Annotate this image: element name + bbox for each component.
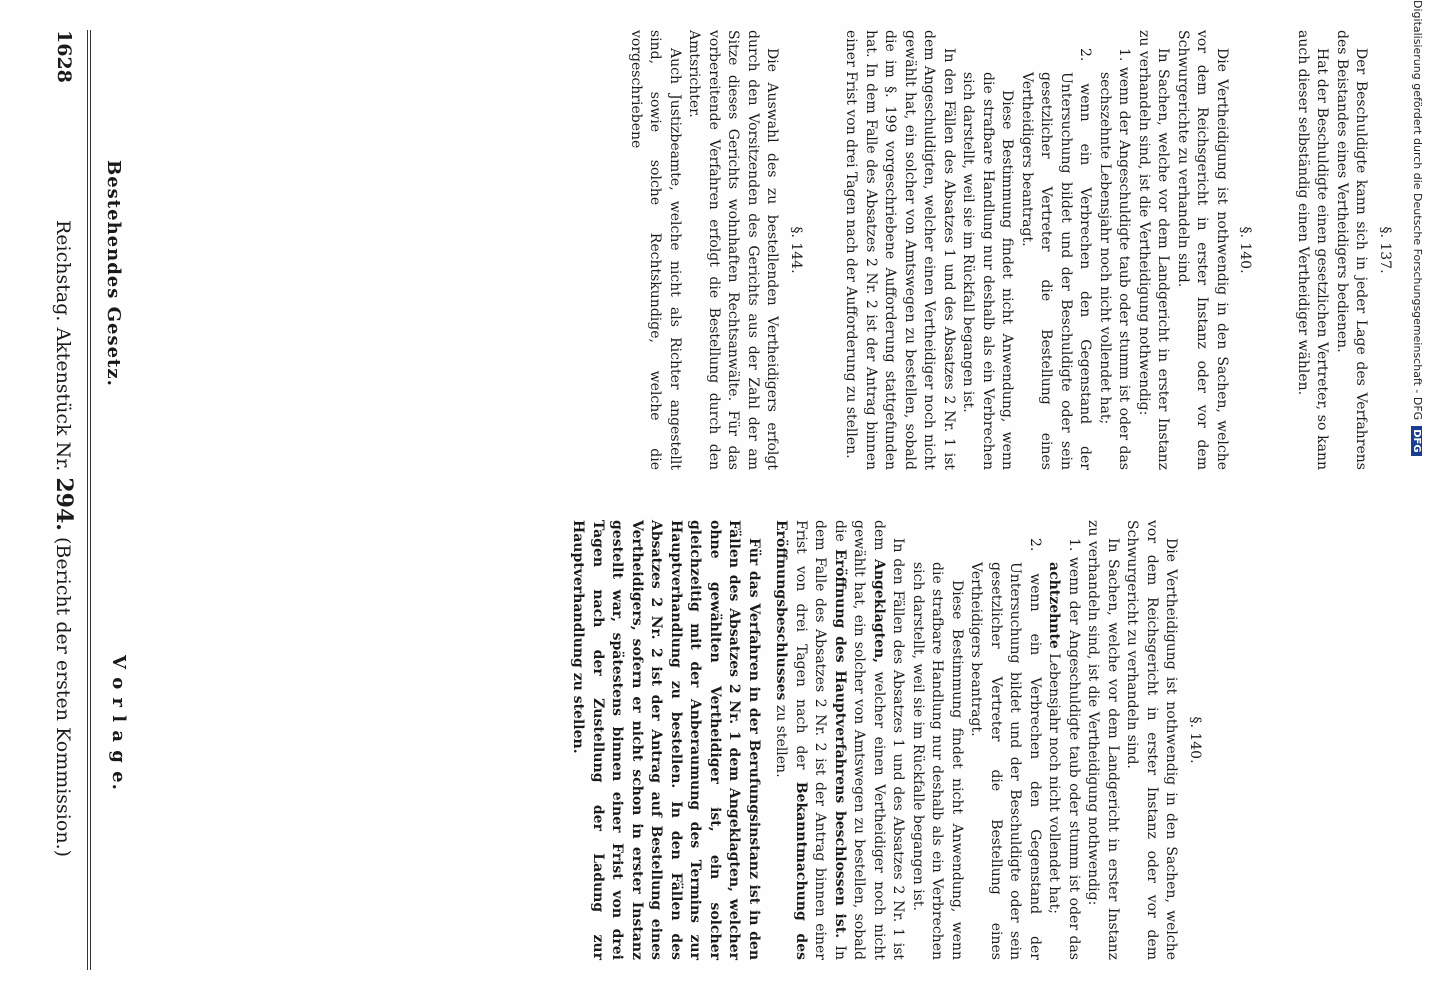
list-item: 1. wenn der Angeschuldigte taub oder stumm ist oder das sechszehnte Lebensjahr noch nicht vollendet hat; xyxy=(1097,48,1133,470)
paragraph: Diese Bestimmung findet nicht Anwendung, wenn die strafbare Handlung nur deshalb als ein Verbrechen sich darstellt, weil sie im Rückfalle begangen ist. xyxy=(910,562,965,960)
paragraph: Auch Justizbeamte, welche nicht als Richter angestellt sind, sowie solche Rechtskundige, welche die vorgeschriebene xyxy=(628,30,683,470)
section-title: §. 137. xyxy=(1377,226,1393,274)
paragraph: In Sachen, welche vor dem Landgericht in erster Instanz zu verhandeln sind, ist die Vertheidigung nothwendig: xyxy=(1136,30,1172,470)
paragraph-bold: Für das Verfahren in der Berufungsinstanz ist in den Fällen des Absatzes 2 Nr. 1 dem Angeklagten, welcher ohne gewählten Vertheidiger ist, ein solcher gleichzeitig mit der Anberaumung des Termins zur Hauptverhandlung zu bestellen. In den Fällen des Absatzes 2 Nr. 2 ist der Antrag auf Bestellung eines Vertheidigers, sofern er nicht schon in erster Instanz gestellt war, spätestens binnen einer Frist von drei Tagen nach der Zustellung der Ladung zur Hauptverhandlung zu stellen. xyxy=(570,520,762,960)
bold-run: achtzehnte xyxy=(1046,562,1063,649)
text-run: zu stellen. xyxy=(773,704,790,778)
dfg-logo: DFG xyxy=(1411,426,1422,455)
paragraph: Diese Bestimmung findet nicht Anwendung, wenn die strafbare Handlung nur deshalb als ein Verbrechen sich darstellt, weil sie im Rückfall begangen ist. xyxy=(960,72,1016,470)
bold-run: Bekanntmachung des Eröffnungsbeschlusses xyxy=(773,520,809,960)
paragraph: Die Vertheidigung ist nothwendig in den Sachen, welche vor dem Reichsgericht in erster Instanz oder vor dem Schwurgerichte zu verhandeln sind. xyxy=(1175,30,1230,470)
paragraph: Die Vertheidigung ist nothwendig in den Sachen, welche vor dem Reichsgericht in erster Instanz oder vor dem Schwurgericht zu verhandeln sind. xyxy=(1124,520,1180,960)
section-title: §. 140. xyxy=(1187,716,1203,764)
text-run: In den Fällen des Absatzes 1 und des Absatzes 2 Nr. 1 ist dem xyxy=(871,520,907,960)
list-item xyxy=(1044,538,1083,960)
page-number: 1628 xyxy=(53,30,75,83)
bold-run: Eröffnung des Hauptverfahrens beschlossen ist. xyxy=(832,549,848,939)
list-item: 2. wenn ein Verbrechen den Gegenstand der Untersuchung bildet und der Beschuldigte oder sein gesetzlicher Vertreter die Bestellung eines Vertheidigers beantragt. xyxy=(1019,48,1094,470)
bold-run: Angeklagten, xyxy=(871,559,887,664)
header-rule xyxy=(90,30,91,970)
text-run: In dem Falle des Absatzes 2 Nr. 2 ist der Antrag binnen einer Frist von drei Tagen nach der xyxy=(793,520,848,960)
right-column xyxy=(568,520,1204,960)
section-title: §. 140. xyxy=(1237,226,1254,274)
header-left: Reichstag. Aktenstück Nr. xyxy=(52,220,74,472)
paragraph: In Sachen, welche vor dem Landgericht in erster Instanz zu verhandeln sind, ist die Vertheidigung nothwendig: xyxy=(1085,520,1121,960)
paragraph: Der Beschuldigte kann sich in jeder Lage des Verfahrens des Beistandes eines Vertheidigers bedienen. xyxy=(1334,30,1370,470)
left-column-heading: Bestehendes Gesetz. xyxy=(103,160,124,387)
page-header xyxy=(49,30,79,950)
text-run: welcher einen Vertheidiger noch nicht gewählt hat, ein solcher von Amtswegen zu bestellen, sobald die xyxy=(832,520,887,960)
text-run: 1. wenn der Angeschuldigte taub oder stumm ist oder das xyxy=(1066,538,1082,960)
paragraph: Hat der Beschuldigte einen gesetzlichen Vertreter, so kann auch dieser selbständig einen Vertheidiger wählen. xyxy=(1295,30,1331,470)
paragraph: In den Fällen des Absatzes 1 und des Absatzes 2 Nr. 1 ist dem Angeschuldigten, welcher einen Vertheidiger noch nicht gewählt hat, ein solcher von Amtswegen zu bestellen, sobald die im §. 199 vorgeschriebene Aufforderung stattgefunden hat. In dem Falle des Absatzes 2 Nr. 2 ist der Antrag binnen einer Frist von drei Tagen nach der Aufforderung zu stellen. xyxy=(843,30,957,470)
header-rule-double xyxy=(87,30,88,970)
left-column xyxy=(626,30,1395,470)
header-right: (Bericht der ersten Kommission.) xyxy=(52,536,74,858)
dfg-note-text: Digitalisierung gefördert durch die Deutsche Forschungsgemeinschaft - DFG xyxy=(1411,0,1424,421)
list-item: 2. wenn ein Verbrechen den Gegenstand der Untersuchung bildet und der Beschuldigte oder sein gesetzlicher Vertreter die Bestellung eines Vertheidigers beantragt. xyxy=(968,538,1043,960)
header-number: 294. xyxy=(51,477,77,531)
paragraph: Die Auswahl des zu bestellenden Vertheidigers erfolgt durch den Vorsitzenden des Gerichts aus der Zahl der am Sitze dieses Gerichts wohnhaften Rechtsanwälte. Für das vorbereitende Verfahren erfolgt die Bestellung durch den Amtsrichter. xyxy=(686,30,781,470)
dfg-note xyxy=(1411,0,1424,456)
paragraph xyxy=(771,520,908,960)
section-title: §. 144. xyxy=(788,226,804,274)
text-run: Lebensjahr noch nicht vollendet hat; xyxy=(1046,653,1063,914)
right-column-heading: V o r l a g e. xyxy=(108,655,129,791)
header-title xyxy=(48,220,79,857)
